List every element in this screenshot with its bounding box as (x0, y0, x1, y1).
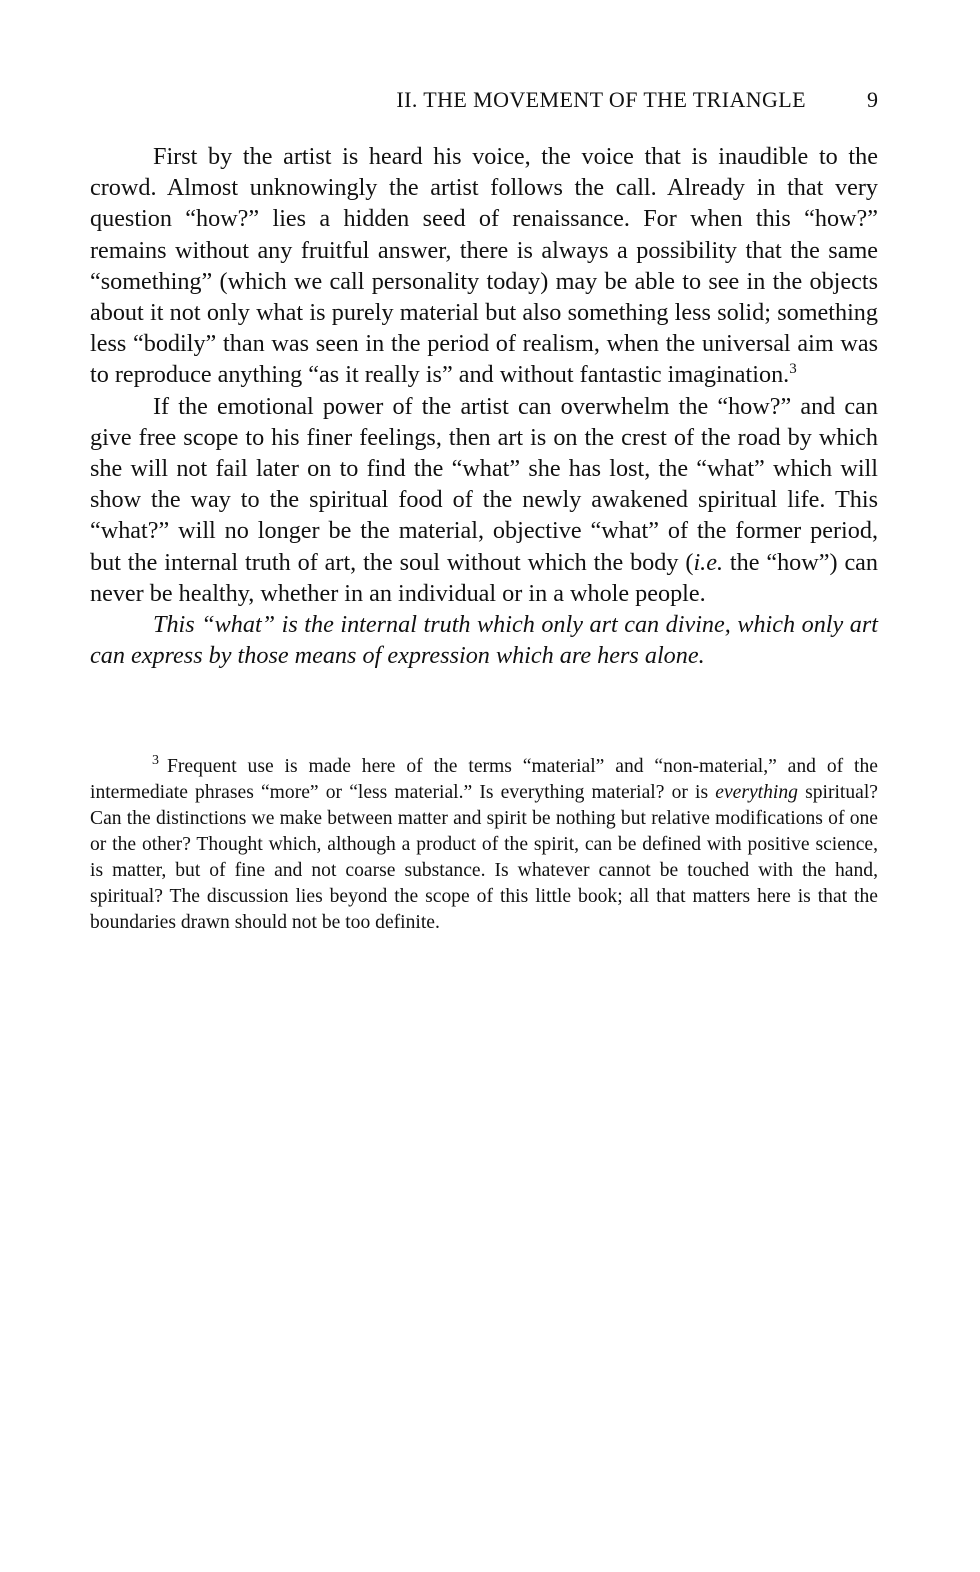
main-text (90, 141, 878, 671)
chapter-title: II. THE MOVEMENT OF THE TRIANGLE (396, 87, 806, 112)
footnote-italic-word: everything (715, 782, 798, 803)
footnote-reference: 3 (789, 361, 797, 378)
paragraph-2-text-end: the “how”) can never be healthy, whether in an individual or in a whole people. (90, 548, 879, 607)
ie-abbreviation: i.e. (693, 548, 723, 576)
paragraph-3-italic: This “what” is the internal truth which only art can divine, which only art can express by those means of expression which are hers alone. (90, 611, 878, 670)
paragraph-2 (90, 391, 878, 609)
footnote-marker: 3 (152, 753, 159, 769)
footnote-paragraph (90, 754, 878, 936)
footnote-text-start: Frequent use is made here of the terms “material” and “non-material,” and of the intermediate phrases “more” or “less material.” Is everything material? or is (90, 756, 878, 803)
paragraph-1 (90, 141, 878, 391)
paragraph-2-text-start: If the emotional power of the artist can overwhelm the “how?” and can give free scope to his finer feelings, then art is on the crest of the road by which she will not fail later on to find the “what” she has lost, the “what” which will show the way to the spiritual food of the newly awakened spiritual life. This “what?” will no longer be the material, objective “what” of the former period, but the internal truth of art, the soul without which the body ( (90, 392, 878, 576)
running-head (88, 86, 880, 114)
page-number: 9 (867, 87, 878, 112)
footnote-text-end: spiritual? Can the distinctions we make between matter and spirit be nothing but relative modifications of one or the other? Thought which, although a product of the spirit, can be defined with positive science, is matter, but of fine and not coarse substance. Is whatever cannot be touched with the hand, spiritual? The discussion lies beyond the scope of this little book; all that matters here is that the boundaries drawn should not be too definite. (90, 782, 879, 933)
paragraph-1-text: First by the artist is heard his voice, the voice that is inaudible to the crowd. Almost unknowingly the artist follows the call. Already in that very question “how?” lies a hidden seed of renaissance. For when this “how?” remains without any fruitful answer, there is always a possibility that the same “something” (which we call personality today) may be able to see in the objects about it not only what is purely material but also something less solid; something less “bodily” than was seen in the period of realism, when the universal aim was to reproduce anything “as it really is” and without fantastic imagination. (90, 143, 878, 389)
footnote (90, 754, 878, 936)
